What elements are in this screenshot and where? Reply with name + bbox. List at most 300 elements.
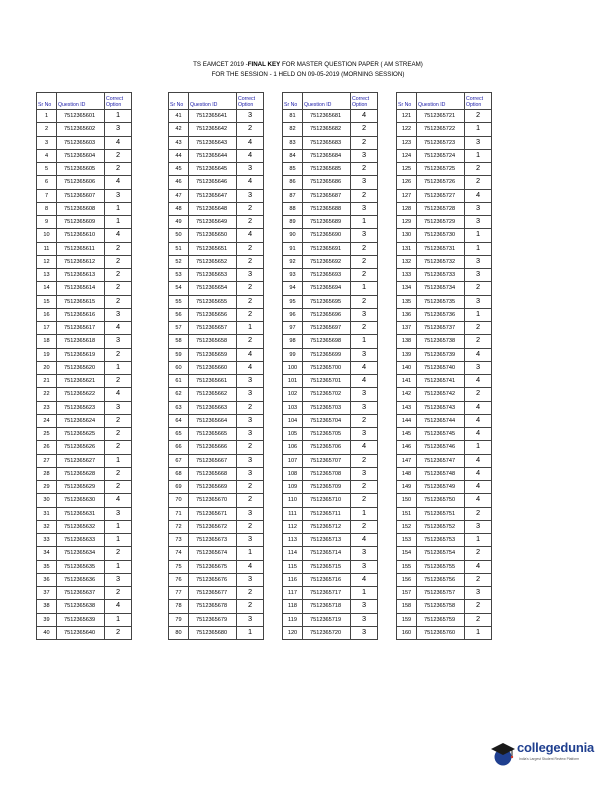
table-row — [283, 388, 378, 401]
table-row — [397, 467, 492, 480]
table-row — [397, 507, 492, 520]
question-id-cell: 7512365612 — [57, 255, 105, 268]
question-id-cell: 7512365657 — [189, 322, 237, 335]
question-id-cell: 7512365654 — [189, 282, 237, 295]
correct-option-cell: 2 — [105, 587, 132, 600]
table-row — [37, 600, 132, 613]
correct-option-cell: 4 — [237, 348, 264, 361]
question-id-cell: 7512365633 — [57, 534, 105, 547]
sr-no-cell: 94 — [283, 282, 303, 295]
sr-no-cell: 21 — [37, 375, 57, 388]
correct-option-cell: 2 — [465, 176, 492, 189]
table-row — [37, 110, 132, 123]
question-id-cell: 7512365719 — [303, 613, 351, 626]
question-id-cell: 7512365609 — [57, 216, 105, 229]
sr-no-cell: 71 — [169, 507, 189, 520]
table-row — [169, 441, 264, 454]
table-row — [283, 348, 378, 361]
correct-option-cell: 4 — [105, 176, 132, 189]
sr-no-cell: 145 — [397, 428, 417, 441]
sr-no-cell: 49 — [169, 216, 189, 229]
header-question-id: Question ID — [417, 93, 465, 110]
question-id-cell: 7512365671 — [189, 507, 237, 520]
sr-no-cell: 142 — [397, 388, 417, 401]
question-id-cell: 7512365629 — [57, 481, 105, 494]
table-row — [397, 587, 492, 600]
table-row — [169, 322, 264, 335]
sr-no-cell: 59 — [169, 348, 189, 361]
table-row — [397, 534, 492, 547]
question-id-cell: 7512365666 — [189, 441, 237, 454]
table-row — [169, 229, 264, 242]
table-row — [283, 441, 378, 454]
question-id-cell: 7512365624 — [57, 414, 105, 427]
correct-option-cell: 3 — [465, 520, 492, 533]
question-id-cell: 7512365661 — [189, 375, 237, 388]
question-id-cell: 7512365667 — [189, 454, 237, 467]
correct-option-cell: 2 — [105, 481, 132, 494]
table-row — [169, 494, 264, 507]
table-row — [37, 163, 132, 176]
correct-option-cell: 2 — [237, 481, 264, 494]
correct-option-cell: 2 — [351, 295, 378, 308]
table-row — [397, 242, 492, 255]
question-id-cell: 7512365736 — [417, 308, 465, 321]
question-id-cell: 7512365731 — [417, 242, 465, 255]
correct-option-cell: 2 — [105, 282, 132, 295]
sr-no-cell: 128 — [397, 202, 417, 215]
table-row — [169, 388, 264, 401]
correct-option-cell: 4 — [237, 136, 264, 149]
header-sr-no: Sr No — [37, 93, 57, 110]
question-id-cell: 7512365628 — [57, 467, 105, 480]
table-row — [397, 229, 492, 242]
sr-no-cell: 84 — [283, 149, 303, 162]
question-id-cell: 7512365607 — [57, 189, 105, 202]
sr-no-cell: 69 — [169, 481, 189, 494]
correct-option-cell: 2 — [237, 520, 264, 533]
question-id-cell: 7512365730 — [417, 229, 465, 242]
correct-option-cell: 1 — [465, 534, 492, 547]
table-row — [283, 534, 378, 547]
header-title: TS EAMCET 2019 -FINAL KEY FOR MASTER QUESTION PAPER ( AM STREAM) — [193, 61, 423, 68]
question-id-cell: 7512365758 — [417, 600, 465, 613]
correct-option-cell: 3 — [237, 388, 264, 401]
question-id-cell: 7512365664 — [189, 414, 237, 427]
sr-no-cell: 117 — [283, 587, 303, 600]
sr-no-cell: 144 — [397, 414, 417, 427]
correct-option-cell: 3 — [105, 507, 132, 520]
correct-option-cell: 1 — [465, 441, 492, 454]
sr-no-cell: 7 — [37, 189, 57, 202]
answer-key-table — [168, 92, 264, 640]
sr-no-cell: 133 — [397, 269, 417, 282]
sr-no-cell: 148 — [397, 467, 417, 480]
question-id-cell: 7512365616 — [57, 308, 105, 321]
table-row — [37, 547, 132, 560]
table-row — [169, 149, 264, 162]
correct-option-cell: 2 — [465, 110, 492, 123]
sr-no-cell: 90 — [283, 229, 303, 242]
sr-no-cell: 54 — [169, 282, 189, 295]
sr-no-cell: 22 — [37, 388, 57, 401]
question-id-cell: 7512365725 — [417, 163, 465, 176]
question-id-cell: 7512365663 — [189, 401, 237, 414]
question-id-cell: 7512365615 — [57, 295, 105, 308]
correct-option-cell: 4 — [465, 467, 492, 480]
table-row — [169, 428, 264, 441]
question-id-cell: 7512365665 — [189, 428, 237, 441]
correct-option-cell: 2 — [465, 507, 492, 520]
question-id-cell: 7512365748 — [417, 467, 465, 480]
question-id-cell: 7512365660 — [189, 361, 237, 374]
correct-option-cell: 4 — [351, 441, 378, 454]
question-id-cell: 7512365677 — [189, 587, 237, 600]
sr-no-cell: 98 — [283, 335, 303, 348]
correct-option-cell: 3 — [237, 189, 264, 202]
table-row — [397, 123, 492, 136]
table-row — [283, 176, 378, 189]
table-row — [169, 375, 264, 388]
sr-no-cell: 74 — [169, 547, 189, 560]
question-id-cell: 7512365652 — [189, 255, 237, 268]
correct-option-cell: 4 — [105, 229, 132, 242]
correct-option-cell: 2 — [237, 282, 264, 295]
question-id-cell: 7512365682 — [303, 123, 351, 136]
table-row — [397, 202, 492, 215]
question-id-cell: 7512365705 — [303, 428, 351, 441]
question-id-cell: 7512365757 — [417, 587, 465, 600]
correct-option-cell: 2 — [351, 163, 378, 176]
sr-no-cell: 4 — [37, 149, 57, 162]
table-row — [283, 573, 378, 586]
table-row — [37, 375, 132, 388]
sr-no-cell: 47 — [169, 189, 189, 202]
header-sr-no: Sr No — [283, 93, 303, 110]
correct-option-cell: 2 — [351, 255, 378, 268]
correct-option-cell: 2 — [105, 375, 132, 388]
sr-no-cell: 25 — [37, 428, 57, 441]
question-id-cell: 7512365718 — [303, 600, 351, 613]
sr-no-cell: 120 — [283, 626, 303, 639]
question-id-cell: 7512365668 — [189, 467, 237, 480]
question-id-cell: 7512365651 — [189, 242, 237, 255]
sr-no-cell: 10 — [37, 229, 57, 242]
sr-no-cell: 127 — [397, 189, 417, 202]
correct-option-cell: 1 — [351, 282, 378, 295]
correct-option-cell: 3 — [237, 414, 264, 427]
sr-no-cell: 77 — [169, 587, 189, 600]
question-id-cell: 7512365739 — [417, 348, 465, 361]
sr-no-cell: 72 — [169, 520, 189, 533]
correct-option-cell: 2 — [351, 322, 378, 335]
sr-no-cell: 5 — [37, 163, 57, 176]
sr-no-cell: 60 — [169, 361, 189, 374]
sr-no-cell: 44 — [169, 149, 189, 162]
sr-no-cell: 126 — [397, 176, 417, 189]
table-row — [169, 295, 264, 308]
table-row — [397, 600, 492, 613]
correct-option-cell: 3 — [351, 229, 378, 242]
table-row — [169, 216, 264, 229]
sr-no-cell: 113 — [283, 534, 303, 547]
table-row — [397, 401, 492, 414]
question-id-cell: 7512365659 — [189, 348, 237, 361]
sr-no-cell: 6 — [37, 176, 57, 189]
correct-option-cell: 2 — [351, 189, 378, 202]
question-id-cell: 7512365653 — [189, 269, 237, 282]
correct-option-cell: 1 — [351, 335, 378, 348]
header-question-id: Question ID — [189, 93, 237, 110]
table-row — [397, 414, 492, 427]
brand-tagline: India's Largest Student Review Platform — [519, 757, 580, 761]
table-row — [37, 560, 132, 573]
correct-option-cell: 3 — [237, 269, 264, 282]
correct-option-cell: 2 — [351, 520, 378, 533]
sr-no-cell: 87 — [283, 189, 303, 202]
table-header-row — [283, 93, 378, 110]
question-id-cell: 7512365722 — [417, 123, 465, 136]
correct-option-cell: 1 — [465, 229, 492, 242]
table-row — [283, 600, 378, 613]
correct-option-cell: 1 — [351, 507, 378, 520]
question-id-cell: 7512365614 — [57, 282, 105, 295]
question-id-cell: 7512365703 — [303, 401, 351, 414]
correct-option-cell: 2 — [105, 255, 132, 268]
sr-no-cell: 50 — [169, 229, 189, 242]
sr-no-cell: 150 — [397, 494, 417, 507]
sr-no-cell: 154 — [397, 547, 417, 560]
table-row — [283, 401, 378, 414]
table-row — [283, 202, 378, 215]
sr-no-cell: 109 — [283, 481, 303, 494]
question-id-cell: 7512365623 — [57, 401, 105, 414]
question-id-cell: 7512365690 — [303, 229, 351, 242]
question-id-cell: 7512365720 — [303, 626, 351, 639]
correct-option-cell: 1 — [105, 202, 132, 215]
table-row — [169, 282, 264, 295]
sr-no-cell: 141 — [397, 375, 417, 388]
correct-option-cell: 1 — [237, 322, 264, 335]
question-id-cell: 7512365735 — [417, 295, 465, 308]
table-header-row — [397, 93, 492, 110]
sr-no-cell: 138 — [397, 335, 417, 348]
table-row — [283, 242, 378, 255]
table-row — [169, 242, 264, 255]
question-id-cell: 7512365679 — [189, 613, 237, 626]
table-row — [397, 626, 492, 639]
correct-option-cell: 4 — [465, 189, 492, 202]
table-row — [283, 189, 378, 202]
table-row — [37, 348, 132, 361]
correct-option-cell: 4 — [105, 388, 132, 401]
header-correct-option: Correct Option — [465, 93, 492, 110]
question-id-cell: 7512365676 — [189, 573, 237, 586]
correct-option-cell: 3 — [465, 202, 492, 215]
brand-name: collegedunia — [517, 740, 595, 755]
table-row — [169, 587, 264, 600]
sr-no-cell: 156 — [397, 573, 417, 586]
correct-option-cell: 1 — [351, 587, 378, 600]
header-correct-option: Correct Option — [351, 93, 378, 110]
correct-option-cell: 3 — [237, 613, 264, 626]
table-row — [397, 149, 492, 162]
sr-no-cell: 32 — [37, 520, 57, 533]
question-id-cell: 7512365691 — [303, 242, 351, 255]
correct-option-cell: 2 — [237, 242, 264, 255]
sr-no-cell: 42 — [169, 123, 189, 136]
correct-option-cell: 1 — [465, 242, 492, 255]
question-id-cell: 7512365680 — [189, 626, 237, 639]
sr-no-cell: 26 — [37, 441, 57, 454]
question-id-cell: 7512365674 — [189, 547, 237, 560]
sr-no-cell: 78 — [169, 600, 189, 613]
table-row — [37, 467, 132, 480]
table-row — [283, 229, 378, 242]
sr-no-cell: 83 — [283, 136, 303, 149]
table-row — [283, 295, 378, 308]
question-id-cell: 7512365642 — [189, 123, 237, 136]
correct-option-cell: 4 — [237, 361, 264, 374]
correct-option-cell: 2 — [105, 414, 132, 427]
correct-option-cell: 1 — [237, 626, 264, 639]
question-id-cell: 7512365631 — [57, 507, 105, 520]
sr-no-cell: 93 — [283, 269, 303, 282]
correct-option-cell: 2 — [465, 322, 492, 335]
question-id-cell: 7512365673 — [189, 534, 237, 547]
correct-option-cell: 3 — [465, 295, 492, 308]
correct-option-cell: 2 — [105, 295, 132, 308]
correct-option-cell: 2 — [351, 269, 378, 282]
table-row — [37, 573, 132, 586]
correct-option-cell: 4 — [105, 136, 132, 149]
question-id-cell: 7512365620 — [57, 361, 105, 374]
table-row — [37, 587, 132, 600]
question-id-cell: 7512365688 — [303, 202, 351, 215]
question-id-cell: 7512365655 — [189, 295, 237, 308]
correct-option-cell: 3 — [237, 507, 264, 520]
table-row — [169, 507, 264, 520]
table-row — [37, 441, 132, 454]
correct-option-cell: 1 — [105, 534, 132, 547]
correct-option-cell: 2 — [237, 202, 264, 215]
sr-no-cell: 143 — [397, 401, 417, 414]
sr-no-cell: 53 — [169, 269, 189, 282]
sr-no-cell: 15 — [37, 295, 57, 308]
question-id-cell: 7512365721 — [417, 110, 465, 123]
table-row — [397, 282, 492, 295]
table-row — [169, 255, 264, 268]
correct-option-cell: 2 — [465, 282, 492, 295]
sr-no-cell: 118 — [283, 600, 303, 613]
correct-option-cell: 2 — [465, 388, 492, 401]
question-id-cell: 7512365611 — [57, 242, 105, 255]
question-id-cell: 7512365639 — [57, 613, 105, 626]
correct-option-cell: 4 — [351, 110, 378, 123]
question-id-cell: 7512365617 — [57, 322, 105, 335]
table-row — [37, 149, 132, 162]
question-id-cell: 7512365694 — [303, 282, 351, 295]
table-row — [37, 229, 132, 242]
correct-option-cell: 2 — [237, 255, 264, 268]
correct-option-cell: 1 — [105, 520, 132, 533]
sr-no-cell: 106 — [283, 441, 303, 454]
table-row — [397, 481, 492, 494]
correct-option-cell: 4 — [465, 401, 492, 414]
correct-option-cell: 3 — [465, 136, 492, 149]
correct-option-cell: 3 — [237, 534, 264, 547]
correct-option-cell: 4 — [351, 375, 378, 388]
sr-no-cell: 11 — [37, 242, 57, 255]
question-id-cell: 7512365637 — [57, 587, 105, 600]
correct-option-cell: 3 — [237, 375, 264, 388]
question-id-cell: 7512365605 — [57, 163, 105, 176]
table-row — [169, 308, 264, 321]
correct-option-cell: 4 — [351, 573, 378, 586]
correct-option-cell: 3 — [105, 308, 132, 321]
correct-option-cell: 2 — [465, 547, 492, 560]
sr-no-cell: 80 — [169, 626, 189, 639]
question-id-cell: 7512365738 — [417, 335, 465, 348]
table-row — [169, 626, 264, 639]
correct-option-cell: 2 — [465, 573, 492, 586]
question-id-cell: 7512365704 — [303, 414, 351, 427]
header-correct-option: Correct Option — [105, 93, 132, 110]
question-id-cell: 7512365747 — [417, 454, 465, 467]
table-row — [283, 520, 378, 533]
sr-no-cell: 33 — [37, 534, 57, 547]
question-id-cell: 7512365714 — [303, 547, 351, 560]
correct-option-cell: 4 — [465, 481, 492, 494]
question-id-cell: 7512365695 — [303, 295, 351, 308]
table-row — [283, 163, 378, 176]
table-row — [283, 136, 378, 149]
correct-option-cell: 2 — [351, 136, 378, 149]
table-row — [283, 335, 378, 348]
header-sr-no: Sr No — [169, 93, 189, 110]
sr-no-cell: 140 — [397, 361, 417, 374]
sr-no-cell: 73 — [169, 534, 189, 547]
table-row — [169, 547, 264, 560]
sr-no-cell: 45 — [169, 163, 189, 176]
sr-no-cell: 146 — [397, 441, 417, 454]
table-row — [283, 507, 378, 520]
question-id-cell: 7512365640 — [57, 626, 105, 639]
question-id-cell: 7512365610 — [57, 229, 105, 242]
sr-no-cell: 111 — [283, 507, 303, 520]
sr-no-cell: 121 — [397, 110, 417, 123]
sr-no-cell: 130 — [397, 229, 417, 242]
table-row — [283, 626, 378, 639]
question-id-cell: 7512365696 — [303, 308, 351, 321]
table-row — [37, 136, 132, 149]
table-row — [37, 242, 132, 255]
sr-no-cell: 28 — [37, 467, 57, 480]
correct-option-cell: 3 — [105, 573, 132, 586]
question-id-cell: 7512365625 — [57, 428, 105, 441]
sr-no-cell: 70 — [169, 494, 189, 507]
table-row — [37, 520, 132, 533]
correct-option-cell: 2 — [237, 335, 264, 348]
correct-option-cell: 3 — [351, 467, 378, 480]
question-id-cell: 7512365662 — [189, 388, 237, 401]
question-id-cell: 7512365699 — [303, 348, 351, 361]
answer-key-table — [282, 92, 378, 640]
correct-option-cell: 2 — [105, 149, 132, 162]
correct-option-cell: 2 — [237, 123, 264, 136]
correct-option-cell: 2 — [237, 308, 264, 321]
question-id-cell: 7512365708 — [303, 467, 351, 480]
